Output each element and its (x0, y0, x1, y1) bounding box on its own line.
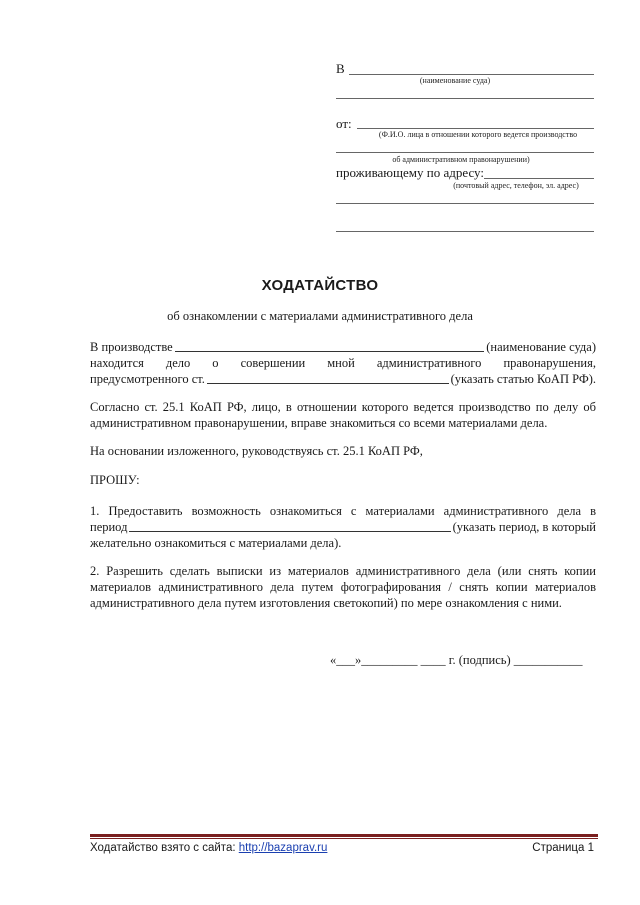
court-blank (175, 351, 485, 352)
person-caption-1: (Ф.И.О. лица в отношении которого ведется производство (378, 130, 578, 139)
to-label: В (336, 61, 345, 76)
footer-divider (90, 834, 598, 837)
court-caption: (наименование суда) (419, 76, 491, 85)
address-line (484, 178, 594, 179)
item-2-line-2: материалов административного дела путем фотографирования / снять копии материалов (90, 580, 596, 594)
address-label: проживающему по адресу: (336, 165, 485, 180)
p1-line3-start: предусмотренного ст. (90, 372, 205, 386)
person-name-line (357, 128, 594, 129)
signature-line: «___»_________ ____ г. (подпись) ___________ (330, 653, 583, 667)
document-subtitle: об ознакомлении с материалами административного дела (167, 309, 473, 323)
item-1-line-2 (90, 519, 596, 535)
request-heading: ПРОШУ: (90, 473, 140, 487)
item-2-line-3: административного дела путем изготовления светокопий) по мере ознакомления с ними. (90, 596, 562, 610)
p1-start: В производстве (90, 340, 173, 354)
p1-article-hint: (указать статью КоАП РФ). (450, 372, 596, 386)
footer-source (90, 842, 327, 854)
item-2-line-1: 2. Разрешить сделать выписки из материалов административного дела (или снять копии (90, 564, 596, 578)
document-title: ХОДАТАЙСТВО (261, 277, 379, 294)
footer-divider-thin (90, 838, 598, 839)
address-line-2 (336, 203, 594, 204)
court-name-line-2 (336, 98, 594, 99)
person-caption-2: об административном правонарушении) (392, 155, 530, 164)
item-1-line-3: желательно ознакомиться с материалами дела). (90, 536, 342, 550)
paragraph-2-line-2: административном правонарушении, вправе знакомиться со всеми материалами дела. (90, 416, 548, 430)
footer-page-number: Страница 1 (532, 842, 594, 854)
p1-court-hint: (наименование суда) (486, 340, 596, 354)
address-caption: (почтовый адрес, телефон, эл. адрес) (453, 181, 579, 190)
period-blank (129, 531, 450, 532)
item-1-line-1: 1. Предоставить возможность ознакомиться с материалами административного дела в (90, 504, 596, 518)
court-name-line (349, 74, 594, 75)
paragraph-2-line-1: Согласно ст. 25.1 КоАП РФ, лицо, в отношении которого ведется производство по делу об (90, 400, 596, 414)
paragraph-1-line-2: находится дело о совершении мной административного правонарушения, (90, 356, 596, 370)
paragraph-3: На основании изложенного, руководствуясь ст. 25.1 КоАП РФ, (90, 444, 423, 458)
footer-link[interactable]: http://bazaprav.ru (238, 842, 328, 854)
from-label: от: (336, 116, 352, 131)
article-blank (207, 383, 449, 384)
item1-period-hint: (указать период, в который (452, 520, 596, 534)
address-line-3 (336, 231, 594, 232)
person-name-line-2 (336, 152, 594, 153)
paragraph-1-line-3 (90, 371, 596, 387)
paragraph-1-line-1 (90, 339, 596, 355)
item1-line2-start: период (90, 520, 128, 534)
footer-source-text: Ходатайство взято с сайта: (90, 842, 236, 854)
